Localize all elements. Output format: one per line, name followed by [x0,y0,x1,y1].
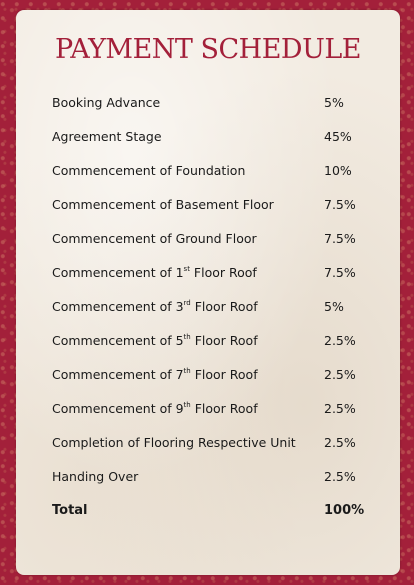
row-label: Commencement of Ground Floor [52,231,257,246]
schedule-row-5th-floor-roof [52,324,362,358]
row-label: Commencement of Basement Floor [52,197,274,212]
row-value: 2.5% [324,367,356,382]
row-value: 7.5% [324,265,356,280]
row-label: Completion of Flooring Respective Unit [52,435,296,450]
row-value: 5% [324,95,344,110]
row-value: 2.5% [324,401,356,416]
row-label: Commencement of 7th Floor Roof [52,366,258,382]
schedule-row-booking-advance [52,86,362,120]
row-value: 2.5% [324,435,356,450]
row-label: Booking Advance [52,95,161,110]
schedule-row-1st-floor-roof [52,256,362,290]
row-value: 2.5% [324,333,356,348]
schedule-row-flooring-completion [52,426,362,460]
schedule-row-total [52,494,365,528]
schedule-row-agreement-stage [52,120,362,154]
row-value: 7.5% [324,231,356,246]
row-value: 45% [324,129,352,144]
schedule-card [16,10,400,575]
row-label: Commencement of 3rd Floor Roof [52,298,258,314]
schedule-row-9th-floor-roof [52,392,362,426]
schedule-list [52,86,365,528]
row-value: 7.5% [324,197,356,212]
row-label: Commencement of 9th Floor Roof [52,400,258,416]
row-label: Agreement Stage [52,129,162,144]
total-label: Total [52,503,88,518]
row-value: 10% [324,163,352,178]
schedule-row-handing-over [52,460,362,494]
schedule-row-7th-floor-roof [52,358,362,392]
row-value: 5% [324,299,344,314]
row-label: Commencement of Foundation [52,163,246,178]
page-title: PAYMENT SCHEDULE [55,34,361,65]
row-label: Commencement of 1st Floor Roof [52,264,257,280]
schedule-row-3rd-floor-roof [52,290,362,324]
schedule-row-foundation [52,154,362,188]
schedule-row-basement-floor [52,188,362,222]
schedule-row-ground-floor [52,222,362,256]
row-label: Handing Over [52,469,139,484]
row-label: Commencement of 5th Floor Roof [52,332,258,348]
row-value: 2.5% [324,469,356,484]
total-value: 100% [324,503,365,518]
